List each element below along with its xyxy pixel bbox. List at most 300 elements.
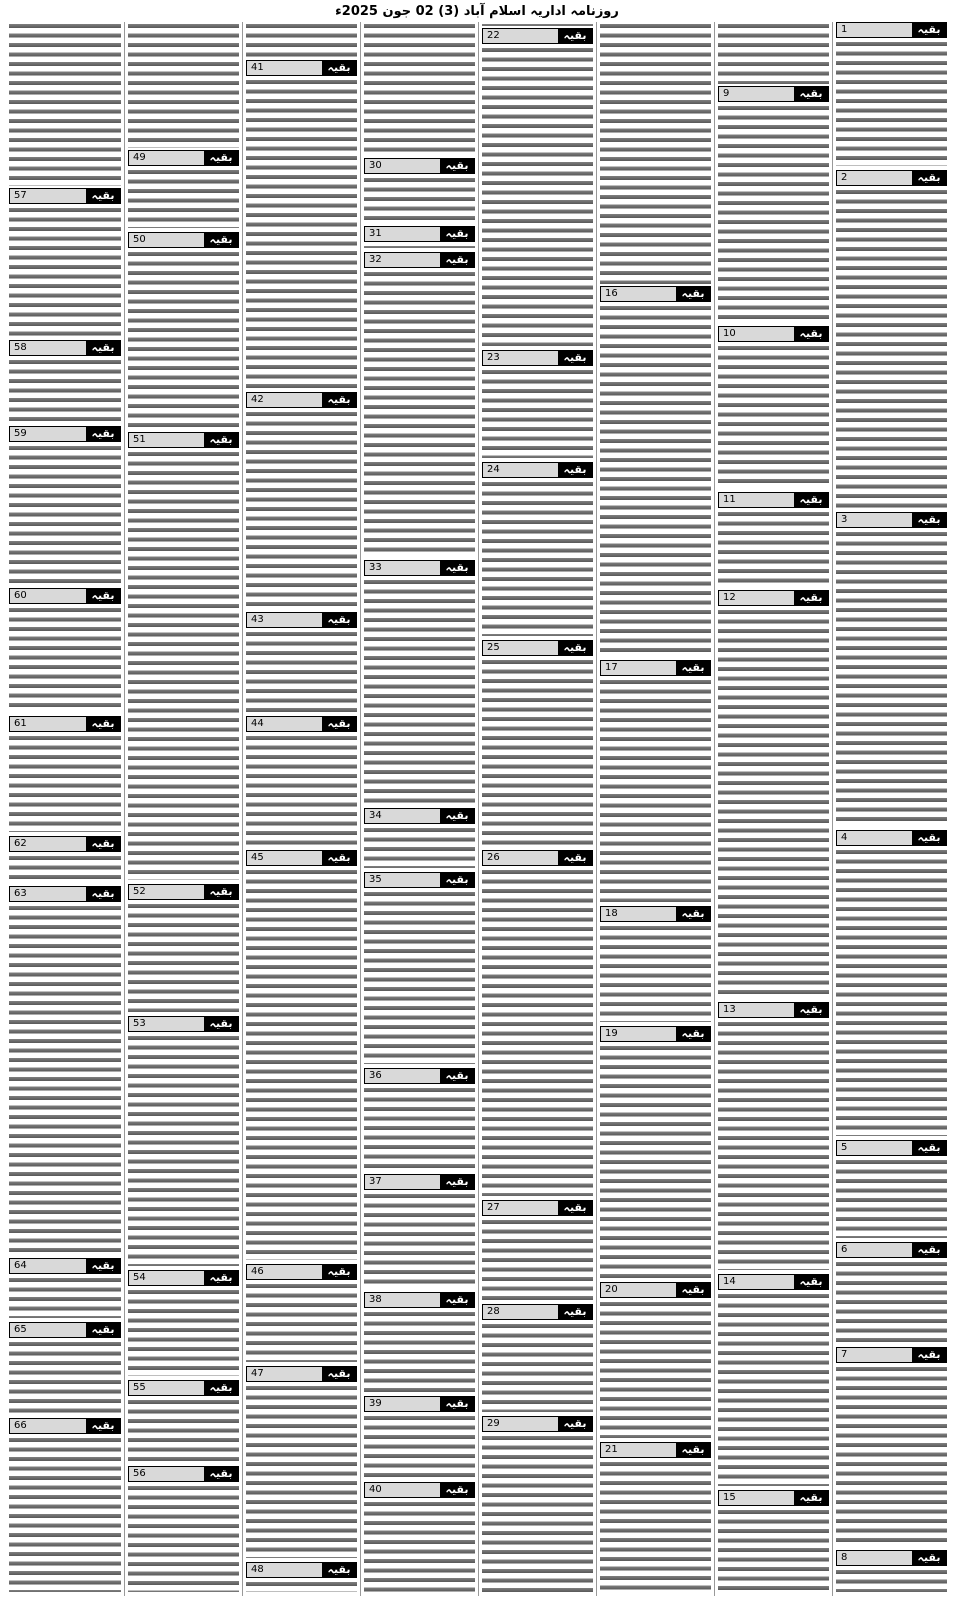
continuation-tag	[9, 836, 121, 852]
continued-label: بقیہ	[440, 1293, 474, 1307]
continuation-number: 64	[10, 1259, 86, 1273]
continuation-number: 54	[129, 1271, 204, 1285]
continuation-tag	[836, 830, 947, 846]
continued-label: بقیہ	[204, 233, 238, 247]
continuation-tag	[9, 588, 121, 604]
continued-label: بقیہ	[440, 809, 474, 823]
continued-label: بقیہ	[558, 641, 592, 655]
continuation-tag	[246, 60, 357, 76]
article-text	[364, 1500, 475, 1592]
continuation-block-64	[9, 1258, 121, 1318]
continued-label: بقیہ	[322, 717, 356, 731]
continuation-block-14	[718, 1274, 829, 1486]
continuation-tag	[482, 640, 593, 656]
continued-label: بقیہ	[440, 1397, 474, 1411]
continued-label: بقیہ	[322, 1563, 356, 1577]
article-text	[128, 450, 239, 880]
article-text	[364, 22, 475, 156]
article-text	[246, 1384, 357, 1558]
continuation-tag	[482, 1304, 593, 1320]
continuation-number: 4	[837, 831, 912, 845]
continued-label: بقیہ	[204, 1381, 238, 1395]
article-text	[836, 1260, 947, 1343]
article-text	[9, 444, 121, 584]
continuation-tag	[482, 1200, 593, 1216]
continuation-block-44	[246, 716, 357, 846]
continuation-block-39	[364, 1396, 475, 1478]
continued-label: بقیہ	[912, 23, 946, 37]
continued-label: بقیہ	[558, 1417, 592, 1431]
continuation-tag	[482, 462, 593, 478]
continuation-tag	[364, 808, 475, 824]
continuation-tag	[718, 1490, 829, 1506]
article-text	[128, 1398, 239, 1462]
continued-label: بقیہ	[558, 463, 592, 477]
continuation-tag	[836, 1242, 947, 1258]
continued-label: بقیہ	[676, 287, 710, 301]
continuation-block-9	[718, 86, 829, 322]
continuation-tag	[246, 392, 357, 408]
article-text	[128, 902, 239, 1012]
article-text	[9, 854, 121, 882]
continued-label: بقیہ	[204, 1017, 238, 1031]
article-text	[128, 1288, 239, 1376]
continuation-tag	[9, 1258, 121, 1274]
article-text	[836, 530, 947, 826]
continuation-tag	[128, 1270, 239, 1286]
continuation-block-43	[246, 612, 357, 712]
column-3	[596, 22, 714, 1596]
article-text	[600, 1460, 711, 1592]
continuation-tag	[482, 850, 593, 866]
article-text	[246, 630, 357, 712]
continuation-tag	[128, 232, 239, 248]
article-text	[9, 1436, 121, 1592]
article-text	[364, 1086, 475, 1170]
article-text	[718, 608, 829, 998]
continuation-number: 62	[10, 837, 86, 851]
continuation-number: 14	[719, 1275, 794, 1289]
continuation-tag	[482, 1416, 593, 1432]
continuation-tag	[246, 1264, 357, 1280]
article-text	[9, 358, 121, 422]
continuation-number: 41	[247, 61, 322, 75]
continuation-number: 9	[719, 87, 794, 101]
continuation-tag	[9, 188, 121, 204]
column-8	[6, 22, 124, 1596]
continuation-number: 39	[365, 1397, 440, 1411]
continuation-number: 2	[837, 171, 912, 185]
column-1	[832, 22, 950, 1596]
continuation-block-16	[600, 286, 711, 656]
continued-label: بقیہ	[676, 1443, 710, 1457]
continuation-block-57	[9, 188, 121, 336]
continuation-tag	[718, 492, 829, 508]
continuation-number: 29	[483, 1417, 558, 1431]
continued-label: بقیہ	[86, 427, 120, 441]
continuation-block-11	[718, 492, 829, 586]
continuation-number: 15	[719, 1491, 794, 1505]
article-text	[600, 304, 711, 656]
continuation-number: 51	[129, 433, 204, 447]
continued-label: بقیہ	[794, 1003, 828, 1017]
continuation-tag	[9, 1322, 121, 1338]
continuation-number: 66	[10, 1419, 86, 1433]
article-text	[482, 658, 593, 846]
continuation-tag	[600, 1026, 711, 1042]
continuation-number: 38	[365, 1293, 440, 1307]
continuation-number: 40	[365, 1483, 440, 1497]
continuation-tag	[364, 1482, 475, 1498]
continuation-number: 7	[837, 1348, 912, 1362]
continuation-tag	[246, 1366, 357, 1382]
continuation-number: 32	[365, 253, 440, 267]
continuation-tag	[836, 1140, 947, 1156]
continuation-block-37	[364, 1174, 475, 1288]
continuation-number: 35	[365, 873, 440, 887]
article-text	[364, 826, 475, 868]
continuation-tag	[128, 1466, 239, 1482]
continuation-block-42	[246, 392, 357, 608]
continuation-number: 5	[837, 1141, 912, 1155]
continued-label: بقیہ	[912, 1348, 946, 1362]
continuation-block-8	[836, 1550, 947, 1592]
article-text	[364, 1414, 475, 1478]
continued-label: بقیہ	[794, 87, 828, 101]
continuation-block-60	[9, 588, 121, 712]
continuation-block-2	[836, 170, 947, 508]
continued-label: بقیہ	[676, 907, 710, 921]
continued-label: بقیہ	[86, 1419, 120, 1433]
continuation-tag	[600, 286, 711, 302]
continuation-tag	[128, 1380, 239, 1396]
continuation-number: 28	[483, 1305, 558, 1319]
continuation-block-22	[482, 28, 593, 346]
article-text	[128, 1034, 239, 1266]
article-text	[718, 104, 829, 322]
column-6	[242, 22, 360, 1596]
continued-label: بقیہ	[440, 159, 474, 173]
article-text	[718, 1020, 829, 1270]
continued-label: بقیہ	[794, 327, 828, 341]
continuation-block-25	[482, 640, 593, 846]
article-text	[836, 1158, 947, 1238]
continuation-number: 34	[365, 809, 440, 823]
continuation-block-51	[128, 432, 239, 880]
newspaper-columns	[4, 22, 950, 1596]
continued-label: بقیہ	[440, 253, 474, 267]
continued-label: بقیہ	[558, 1201, 592, 1215]
article-text	[9, 206, 121, 336]
continuation-number: 13	[719, 1003, 794, 1017]
continuation-tag	[364, 158, 475, 174]
continuation-block-48	[246, 1562, 357, 1592]
article-text	[9, 1276, 121, 1318]
article-text	[482, 1322, 593, 1412]
continued-label: بقیہ	[204, 1271, 238, 1285]
continuation-block-35	[364, 872, 475, 1064]
continued-label: بقیہ	[204, 1467, 238, 1481]
continuation-number: 49	[129, 151, 204, 165]
continuation-tag	[482, 28, 593, 44]
continuation-number: 23	[483, 351, 558, 365]
continuation-number: 31	[365, 227, 440, 241]
continuation-block-6	[836, 1242, 947, 1343]
continued-label: بقیہ	[204, 885, 238, 899]
article-text	[718, 344, 829, 488]
continued-label: بقیہ	[676, 661, 710, 675]
column-4	[478, 22, 596, 1596]
continued-label: بقیہ	[86, 887, 120, 901]
article-text	[9, 734, 121, 832]
article-text	[718, 1508, 829, 1592]
continuation-tag	[836, 170, 947, 186]
continuation-tag	[128, 432, 239, 448]
continued-label: بقیہ	[86, 1259, 120, 1273]
continued-label: بقیہ	[912, 513, 946, 527]
continuation-tag	[600, 660, 711, 676]
continued-label: بقیہ	[86, 189, 120, 203]
article-text	[246, 1282, 357, 1362]
article-text	[482, 480, 593, 636]
continuation-number: 17	[601, 661, 676, 675]
continued-label: بقیہ	[558, 1305, 592, 1319]
continuation-tag	[9, 426, 121, 442]
continuation-block-21	[600, 1442, 711, 1592]
continuation-block-45	[246, 850, 357, 1260]
article-text	[600, 924, 711, 1022]
continuation-block-7	[836, 1347, 947, 1546]
continuation-block-50	[128, 232, 239, 428]
continued-label: بقیہ	[440, 873, 474, 887]
continued-label: بقیہ	[440, 1069, 474, 1083]
continuation-block-46	[246, 1264, 357, 1362]
continued-label: بقیہ	[86, 341, 120, 355]
continuation-tag	[246, 612, 357, 628]
continuation-number: 22	[483, 29, 558, 43]
continuation-number: 12	[719, 591, 794, 605]
article-text	[364, 890, 475, 1064]
page-title: روزنامہ اداریہ اسلام آباد (3) 02 جون 2025ء	[335, 3, 619, 19]
continuation-tag	[128, 884, 239, 900]
continuation-block-1	[836, 22, 947, 166]
continuation-number: 53	[129, 1017, 204, 1031]
continuation-number: 47	[247, 1367, 322, 1381]
continuation-tag	[718, 1274, 829, 1290]
continuation-tag	[128, 1016, 239, 1032]
continued-label: بقیہ	[676, 1283, 710, 1297]
continued-label: بقیہ	[912, 171, 946, 185]
continuation-block-53	[128, 1016, 239, 1266]
continuation-block-4	[836, 830, 947, 1136]
article-text	[128, 1484, 239, 1592]
continuation-block-55	[128, 1380, 239, 1462]
continuation-number: 50	[129, 233, 204, 247]
continuation-block-13	[718, 1002, 829, 1270]
continuation-number: 24	[483, 463, 558, 477]
continuation-number: 27	[483, 1201, 558, 1215]
continued-label: بقیہ	[440, 1175, 474, 1189]
continuation-number: 42	[247, 393, 322, 407]
continuation-block-28	[482, 1304, 593, 1412]
continuation-number: 1	[837, 23, 912, 37]
continuation-block-49	[128, 150, 239, 228]
continued-label: بقیہ	[322, 613, 356, 627]
article-text	[246, 1580, 357, 1592]
continued-label: بقیہ	[322, 61, 356, 75]
continuation-block-31	[364, 226, 475, 248]
continued-label: بقیہ	[794, 1275, 828, 1289]
continued-label: بقیہ	[204, 151, 238, 165]
continuation-tag	[364, 1068, 475, 1084]
continuation-number: 18	[601, 907, 676, 921]
continued-label: بقیہ	[794, 1491, 828, 1505]
continued-label: بقیہ	[86, 1323, 120, 1337]
continuation-tag	[364, 872, 475, 888]
continuation-block-54	[128, 1270, 239, 1376]
continued-label: بقیہ	[558, 851, 592, 865]
continuation-block-36	[364, 1068, 475, 1170]
continuation-block-56	[128, 1466, 239, 1592]
continuation-number: 59	[10, 427, 86, 441]
continuation-tag	[364, 560, 475, 576]
continuation-tag	[246, 1562, 357, 1578]
continuation-number: 19	[601, 1027, 676, 1041]
continuation-block-26	[482, 850, 593, 1196]
continuation-number: 44	[247, 717, 322, 731]
article-text	[600, 22, 711, 284]
continued-label: بقیہ	[86, 717, 120, 731]
continued-label: بقیہ	[558, 29, 592, 43]
article-text	[364, 578, 475, 804]
article-text	[9, 904, 121, 1254]
continuation-number: 11	[719, 493, 794, 507]
continuation-number: 33	[365, 561, 440, 575]
continuation-number: 16	[601, 287, 676, 301]
continuation-tag	[718, 86, 829, 102]
continuation-tag	[364, 252, 475, 268]
article-text	[836, 1365, 947, 1546]
article-text	[364, 176, 475, 222]
continuation-block-18	[600, 906, 711, 1022]
continuation-number: 26	[483, 851, 558, 865]
continuation-number: 48	[247, 1563, 322, 1577]
continuation-tag	[718, 326, 829, 342]
continuation-tag	[718, 590, 829, 606]
continuation-number: 25	[483, 641, 558, 655]
continuation-tag	[836, 1347, 947, 1363]
continuation-number: 55	[129, 1381, 204, 1395]
continuation-number: 58	[10, 341, 86, 355]
article-text	[600, 678, 711, 902]
continued-label: بقیہ	[86, 837, 120, 851]
continuation-number: 56	[129, 1467, 204, 1481]
continuation-block-3	[836, 512, 947, 826]
continued-label: بقیہ	[322, 393, 356, 407]
continued-label: بقیہ	[912, 1551, 946, 1565]
continued-label: بقیہ	[794, 591, 828, 605]
continuation-block-23	[482, 350, 593, 458]
article-text	[482, 368, 593, 458]
continuation-number: 10	[719, 327, 794, 341]
article-text	[128, 250, 239, 428]
continuation-tag	[9, 886, 121, 902]
continuation-block-20	[600, 1282, 711, 1438]
article-text	[836, 1568, 947, 1592]
article-text	[9, 606, 121, 712]
continuation-block-24	[482, 462, 593, 636]
article-text	[482, 46, 593, 346]
continued-label: بقیہ	[912, 831, 946, 845]
continuation-tag	[246, 716, 357, 732]
continuation-number: 36	[365, 1069, 440, 1083]
continued-label: بقیہ	[558, 351, 592, 365]
continuation-tag	[364, 226, 475, 242]
continuation-number: 8	[837, 1551, 912, 1565]
article-text	[482, 868, 593, 1196]
continuation-tag	[836, 1550, 947, 1566]
continuation-number: 61	[10, 717, 86, 731]
article-text	[718, 510, 829, 586]
continuation-tag	[9, 716, 121, 732]
continuation-number: 46	[247, 1265, 322, 1279]
article-text	[836, 40, 947, 166]
continuation-block-41	[246, 60, 357, 388]
column-7	[124, 22, 242, 1596]
article-text	[600, 1044, 711, 1278]
continued-label: بقیہ	[912, 1243, 946, 1257]
continuation-number: 57	[10, 189, 86, 203]
article-text	[9, 1340, 121, 1414]
continuation-number: 45	[247, 851, 322, 865]
continuation-block-29	[482, 1416, 593, 1592]
continuation-tag	[600, 1282, 711, 1298]
continuation-block-63	[9, 886, 121, 1254]
continued-label: بقیہ	[204, 433, 238, 447]
continuation-block-58	[9, 340, 121, 422]
continuation-tag	[836, 22, 947, 38]
continuation-block-61	[9, 716, 121, 832]
article-text	[836, 188, 947, 508]
column-2	[714, 22, 832, 1596]
continuation-block-47	[246, 1366, 357, 1558]
article-text	[364, 270, 475, 556]
continued-label: بقیہ	[322, 1265, 356, 1279]
continuation-number: 60	[10, 589, 86, 603]
article-text	[246, 78, 357, 388]
continuation-block-52	[128, 884, 239, 1012]
continuation-number: 52	[129, 885, 204, 899]
continuation-tag	[600, 1442, 711, 1458]
article-text	[600, 1300, 711, 1438]
article-text	[364, 1192, 475, 1288]
continuation-block-30	[364, 158, 475, 222]
continuation-number: 37	[365, 1175, 440, 1189]
continuation-tag	[364, 1174, 475, 1190]
article-text	[364, 244, 475, 248]
continued-label: بقیہ	[322, 1367, 356, 1381]
article-text	[246, 868, 357, 1260]
continuation-block-40	[364, 1482, 475, 1592]
continued-label: بقیہ	[440, 227, 474, 241]
continued-label: بقیہ	[440, 1483, 474, 1497]
continuation-block-65	[9, 1322, 121, 1414]
continuation-block-62	[9, 836, 121, 882]
continuation-block-59	[9, 426, 121, 584]
continued-label: بقیہ	[794, 493, 828, 507]
continuation-block-12	[718, 590, 829, 998]
continuation-tag	[9, 340, 121, 356]
